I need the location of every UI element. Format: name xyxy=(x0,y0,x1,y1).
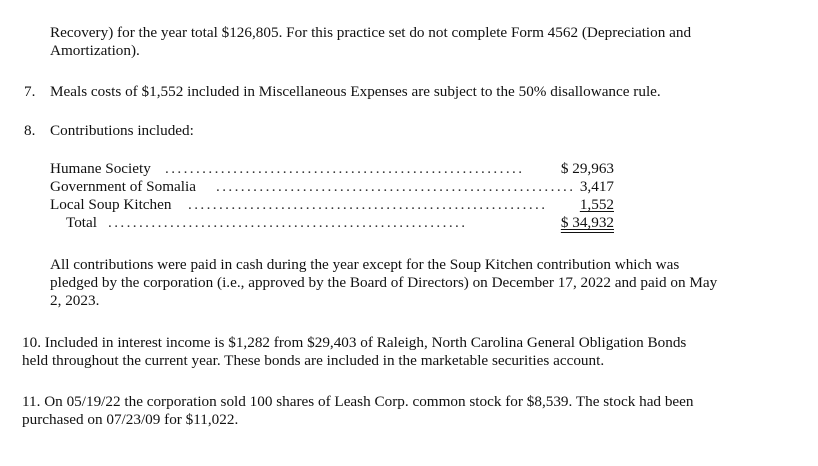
contribution-amount: 1,552 xyxy=(579,196,614,213)
contribution-amount: $ 29,963 xyxy=(560,160,614,177)
leader-dots: .......................................................... xyxy=(216,178,576,195)
item-10-line-2: held throughout the current year. These bonds are included in the marketable securities account. xyxy=(22,352,605,369)
total-label: Total xyxy=(66,214,97,231)
leader-dots: .......................................................... xyxy=(188,196,548,213)
contribution-row-government-somalia xyxy=(50,178,620,196)
item-11-line-2: purchased on 07/23/09 for $11,022. xyxy=(22,411,239,428)
contribution-label: Government of Somalia xyxy=(50,178,196,195)
item-10-line-1: 10. Included in interest income is $1,282 from $29,403 of Raleigh, North Carolina General Obligation Bonds xyxy=(22,334,687,351)
contribution-row-humane-society xyxy=(50,160,620,178)
contribution-amount: 3,417 xyxy=(579,178,614,195)
item-8-number: 8. xyxy=(24,122,36,139)
total-amount: $ 34,932 xyxy=(560,214,614,231)
intro-line-2: Amortization). xyxy=(50,42,140,59)
item-8-note-line-2: pledged by the corporation (i.e., approved by the Board of Directors) on December 17, 2022 and paid on May xyxy=(50,274,718,291)
item-8-note-line-3: 2, 2023. xyxy=(50,292,100,309)
intro-line-1: Recovery) for the year total $126,805. For this practice set do not complete Form 4562 (Depreciation and xyxy=(50,24,692,41)
item-11-line-1: 11. On 05/19/22 the corporation sold 100 shares of Leash Corp. common stock for $8,539. The stock had been xyxy=(22,393,694,410)
item-7-number: 7. xyxy=(24,83,36,100)
contribution-label: Humane Society xyxy=(50,160,151,177)
contribution-label: Local Soup Kitchen xyxy=(50,196,172,213)
item-8-heading: Contributions included: xyxy=(50,122,194,139)
item-8-note-line-1: All contributions were paid in cash during the year except for the Soup Kitchen contribution which was xyxy=(50,256,680,273)
leader-dots: .......................................................... xyxy=(108,214,468,231)
leader-dots: .......................................................... xyxy=(165,160,525,177)
item-7-text: Meals costs of $1,552 included in Miscellaneous Expenses are subject to the 50% disallowance rule. xyxy=(50,83,661,100)
contribution-row-total xyxy=(50,214,620,232)
contribution-row-soup-kitchen xyxy=(50,196,620,214)
